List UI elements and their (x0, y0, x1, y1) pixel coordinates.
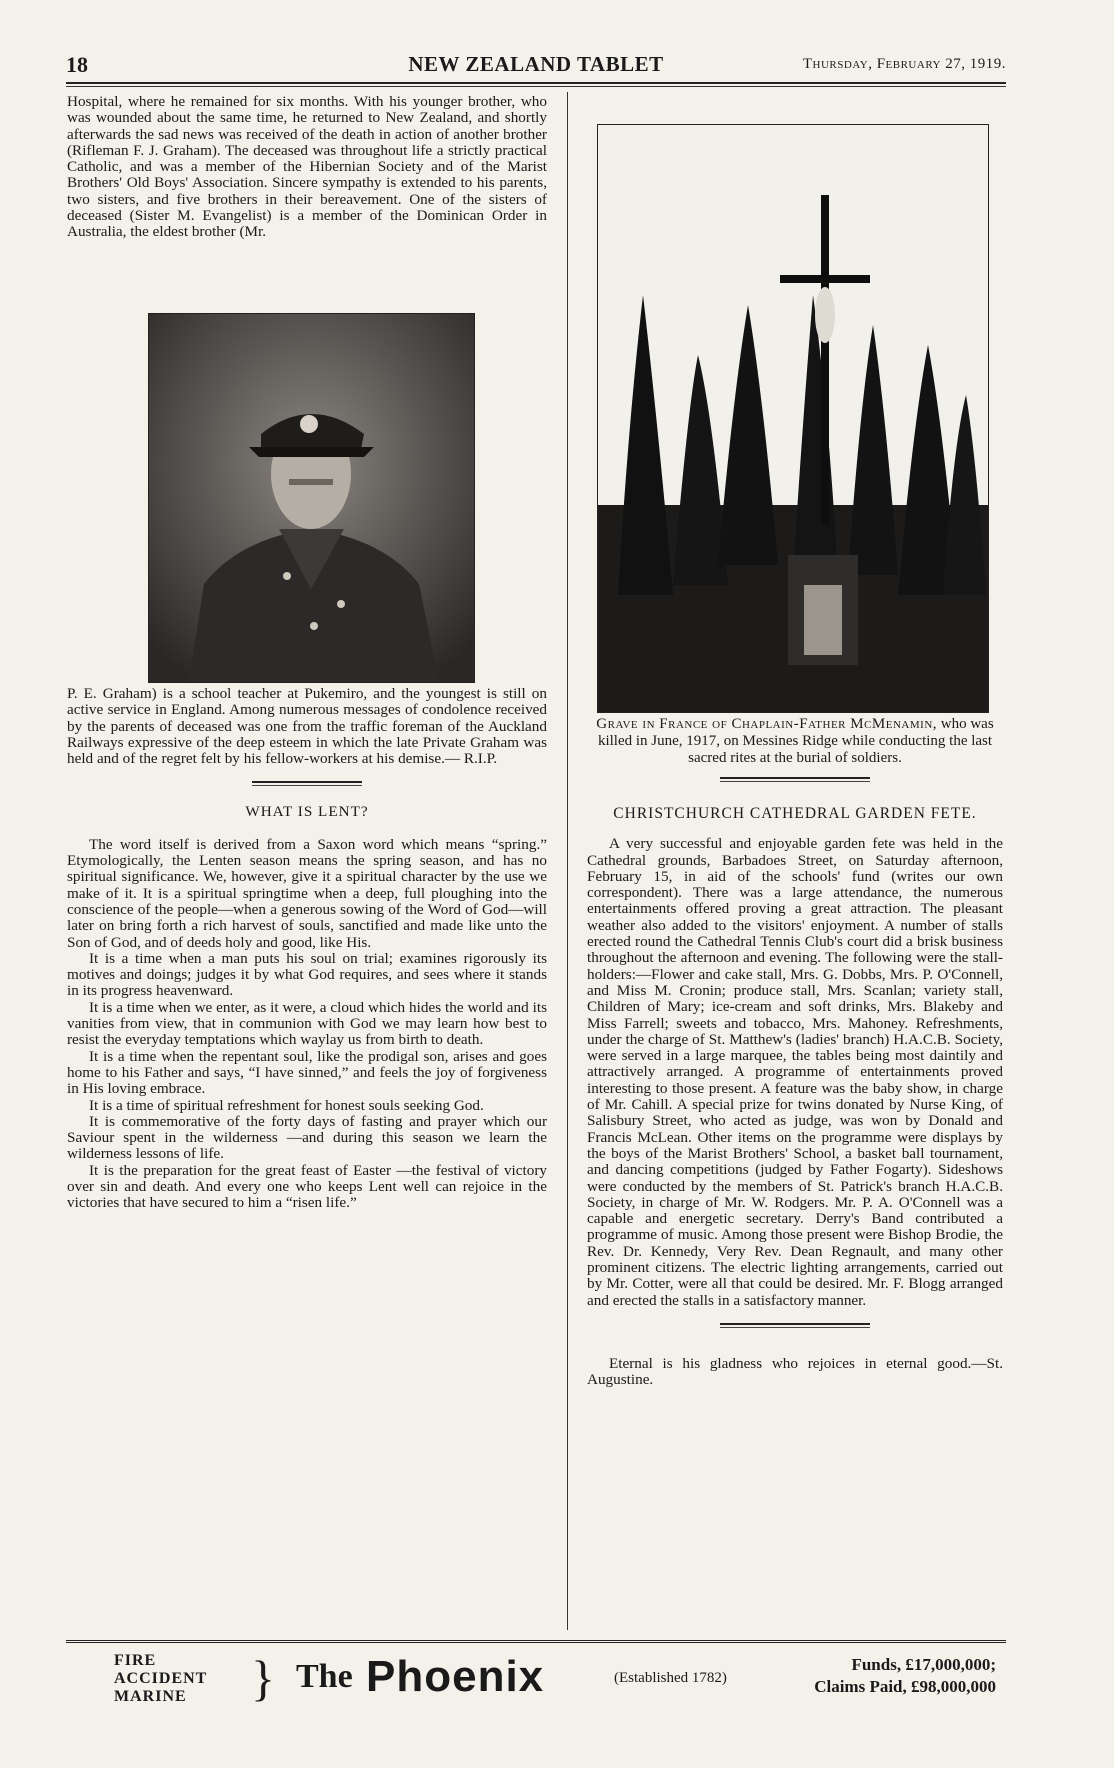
right-column (587, 716, 1003, 1389)
insurance-type: FIRE (114, 1652, 157, 1669)
lent-paragraph: It is commemorative of the forty days of fasting and prayer which our Saviour spent in the wilderness —and during this season we learn the wilderness lessons of life. (67, 1112, 547, 1163)
issue-date: Thursday, February 27, 1919. (802, 56, 1006, 72)
left-column-top (67, 94, 547, 241)
photo-caption (587, 716, 1003, 767)
section-separator (252, 781, 362, 786)
section-separator (720, 777, 870, 782)
advert-claims: Claims Paid, £98,000,000 (814, 1677, 996, 1696)
lent-paragraph: It is a time when we enter, as it were, a cloud which hides the world and its vanities from view, that in communion with God we may learn how best to resist the everyday temptations which waylay us from birth to death. (67, 998, 547, 1049)
insurance-type: MARINE (114, 1688, 187, 1705)
section-separator (720, 1323, 870, 1328)
page-number: 18 (66, 52, 88, 77)
advert-the: The (296, 1658, 353, 1695)
left-column-middle (67, 686, 547, 1212)
grave-photo (597, 124, 989, 713)
masthead-rule-thin (66, 86, 1006, 87)
obituary-paragraph-1: Hospital, where he remained for six months. With his younger brother, who was wounded about the same time, he returned to New Zealand, and shortly afterwards the sad news was received of the death in action of another brother (Rifleman F. J. Graham). The deceased was throughout life a strictly practical Catholic, and was a member of the Hibernian Society and of the Marist Brothers' Old Boys' Association. Sincere sympathy is extended to his parents, two sisters, and five brothers in their bereavement. One of the sisters of deceased (Sister M. Evangelist) is a member of the Dominican Order in Australia, the eldest brother (Mr. (67, 93, 547, 241)
footer-rule (66, 1640, 1006, 1643)
grave-image (598, 125, 988, 712)
lent-paragraph: It is a time when the repentant soul, like the prodigal son, arises and goes home to his Father and says, “I have sinned,” and feels the joy of forgiveness in His loving embrace. (67, 1047, 547, 1098)
insurance-types (114, 1652, 207, 1706)
advert-figures (814, 1654, 996, 1698)
caption-body: who was killed in June, 1917, on Messines Ridge while conducting the last sacred rites at the burial of soldiers. (597, 716, 994, 766)
soldier-portrait-image (149, 314, 474, 682)
augustine-quote: Eternal is his gladness who rejoices in eternal good.—St. Augustine. (587, 1354, 1003, 1389)
caption-title: Grave in France of Chaplain-Father McMenamin, (596, 716, 938, 732)
fete-paragraph: A very successful and enjoyable garden fete was held in the Cathedral grounds, Barbadoes Street, on Saturday afternoon, February 15, in aid of the schools' fund (writes our own correspondent). There was a large attendance, the numerous entertainments offered proving a great attraction. The pleasant weather also added to the visitors' enjoyment. A number of stalls erected round the Cathedral Tennis Club's court did a brisk business throughout the afternoon and evening. The following were the stall-holders:—Flower and cake stall, Mrs. G. Dobbs, Mrs. P. O'Connell, and Miss M. Cronin; produce stall, Mrs. Scanlan; variety stall, Children of Mary; ice-cream and soft drinks, Mrs. Blakeby and Miss Farrell; sweets and tobacco, Mrs. Mahoney. Refreshments, under the charge of St. Matthew's (ladies' branch) H.A.C.B. Society, were served in a large marquee, the tables being most daintily and attractively arranged. A programme of entertainments proved interesting to those present. A feature was the baby show, in charge of Mr. Cahill. A special prize for twins donated by Nurse King, of Salisbury Street, who acted as judge, was won by Donald and Francis McLean. Other items on the programme were displays by the boys of the Marist Brothers' School, a basket ball tournament, and dancing competitions (judged by Father Fogarty). Sideshows were conducted by the members of St. Patrick's branch H.A.C.B. Society, in charge of Mr. W. Rodgers. Mr. P. A. O'Connell was a capable and energetic secretary. Derry's Band contributed a programme of music. Among those present were Bishop Brodie, the Rev. Dr. Kennedy, Very Rev. Dean Regnault, and many other prominent citizens. The electric lighting arrangements, carried out by Mr. Cotter, were all that could be desired. Mr. F. Blogg arranged and erected the stalls in a satisfactory manner. (587, 835, 1003, 1309)
lent-heading: WHAT IS LENT? (245, 803, 369, 821)
advert-funds: Funds, £17,000,000; (851, 1655, 996, 1674)
brace-glyph: } (251, 1650, 275, 1706)
lent-paragraph: The word itself is derived from a Saxon word which means “spring.” Etymologically, the Lenten season means the spring season, and has no spiritual significance. We, however, give it a spiritual character by the use we make of it. It is a spiritual springtime when a deep, full ploughing into the conscience of the people—when a generous sowing of the Word of God—will later on bring forth a rich harvest of souls, sanctified and made like unto the Son of God, and of deeds holy and good, like His. (67, 835, 547, 951)
phoenix-advertisement (66, 1648, 1006, 1718)
newspaper-title: NEW ZEALAND TABLET (408, 52, 664, 76)
obituary-paragraph-2: P. E. Graham) is a school teacher at Pukemiro, and the youngest is still on active service in England. Among numerous messages of condolence received by the parents of deceased was one from the traffic foreman of the Auckland Railways expressive of the deep esteem in which the late Private Graham was held and of the regret felt by his fellow-workers at his demise.— R.I.P. (67, 685, 547, 768)
advert-established: (Established 1782) (614, 1670, 727, 1686)
lent-paragraph: It is a time when a man puts his soul on trial; examines rigorously its motives and doings; judges it by what God requires, and sees where it stands in its progress heavenward. (67, 949, 547, 1000)
lent-paragraph: It is a time of spiritual refreshment for honest souls seeking God. (89, 1096, 484, 1114)
fete-heading: CHRISTCHURCH CATHEDRAL GARDEN FETE. (613, 805, 977, 822)
soldier-portrait-photo (148, 313, 475, 683)
insurance-type: ACCIDENT (114, 1670, 208, 1687)
masthead (66, 52, 1006, 82)
column-divider (567, 92, 568, 1630)
masthead-rule (66, 82, 1006, 84)
advert-company-name: Phoenix (366, 1652, 545, 1701)
lent-paragraph: It is the preparation for the great feast of Easter —the festival of victory over sin and death. And every one who keeps Lent well can rejoice in the victories that have secured to him a “risen life.” (67, 1161, 547, 1212)
